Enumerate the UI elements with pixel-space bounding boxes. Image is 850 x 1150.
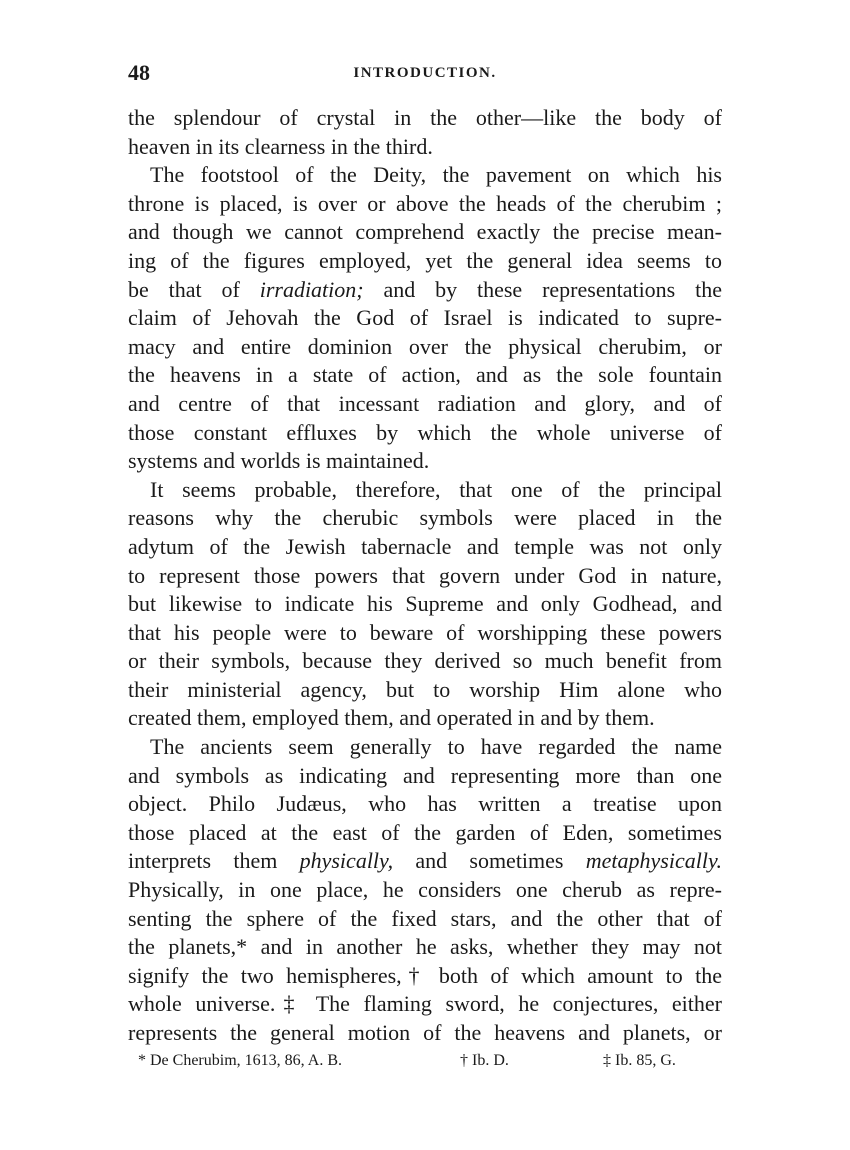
text-line: and though we cannot comprehend exactly the precise mean- [128,219,722,245]
text-line: heaven in its clearness in the third. [128,133,433,159]
footnotes [128,1052,722,1076]
text-line: represents the general motion of the heavens and planets, or [128,1020,722,1045]
text-line: the splendour of crystal in the other—like the body of [128,105,722,130]
text-line: object. Philo Judæus, who has written a treatise upon [128,791,722,817]
footnote-2: † Ib. D. [460,1052,509,1069]
text-line: The footstool of the Deity, the pavement on which his [150,162,722,188]
text-line: or their symbols, because they derived so much benefit from [128,648,722,674]
page-number: 48 [128,60,150,85]
text-line: the planets,* and in another he asks, whether they may not [128,934,722,960]
text-line: those placed at the east of the garden of Eden, sometimes [128,819,722,845]
text-line: It seems probable, therefore, that one of the principal [150,476,722,502]
text-line: whole universe.‡ The flaming sword, he conjectures, either [128,991,722,1017]
text-line: Physically, in one place, he considers one cherub as repre- [128,877,722,903]
text-line: and centre of that incessant radiation and glory, and of [128,390,722,416]
text-line: throne is placed, is over or above the heads of the cherubim ; [128,190,722,216]
text-line: macy and entire dominion over the physical cherubim, or [128,333,722,359]
running-head [128,60,722,88]
text-line: The ancients seem generally to have regarded the name [150,734,722,760]
footnote-1: * De Cherubim, 1613, 86, A. B. [138,1052,342,1069]
text-line: claim of Jehovah the God of Israel is indicated to supre- [128,305,722,331]
text-line: their ministerial agency, but to worship Him alone who [128,676,722,702]
text-line: to represent those powers that govern under God in nature, [128,562,722,588]
text-line: ing of the figures employed, yet the general idea seems to [128,247,722,273]
footnote-3: ‡ Ib. 85, G. [603,1052,676,1069]
body-text [128,104,722,1048]
text-line: reasons why the cherubic symbols were placed in the [128,505,722,531]
text-line: adytum of the Jewish tabernacle and temple was not only [128,533,722,559]
text-line: but likewise to indicate his Supreme and only Godhead, and [128,591,722,617]
text-line: created them, employed them, and operated in and by them. [128,705,655,731]
text-line: and symbols as indicating and representing more than one [128,762,722,788]
running-title: INTRODUCTION. [353,65,497,81]
text-line: those constant effluxes by which the whole universe of [128,419,722,445]
text-line: systems and worlds is maintained. [128,448,430,474]
text-line: the heavens in a state of action, and as the sole fountain [128,362,722,388]
text-line: signify the two hemispheres,† both of which amount to the [128,962,722,988]
text-line: interprets them physically, and sometimes metaphysically. [128,848,722,874]
text-line: senting the sphere of the fixed stars, and the other that of [128,905,722,931]
text-line: be that of irradiation; and by these representations the [128,276,722,302]
text-line: that his people were to beware of worshipping these powers [128,619,722,645]
